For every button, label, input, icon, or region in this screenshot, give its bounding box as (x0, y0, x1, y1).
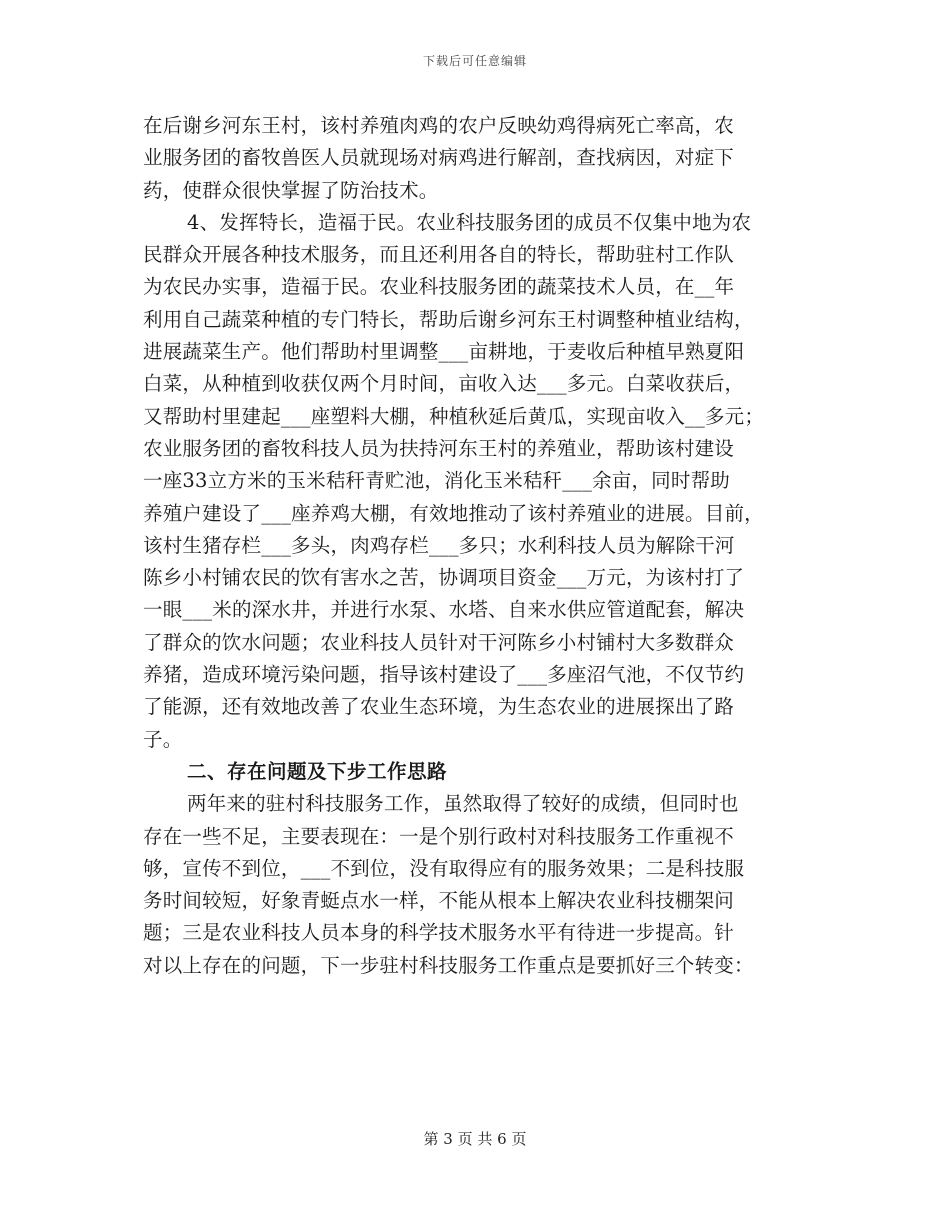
paragraph-line: 白菜，从种植到收获仅两个月时间，亩收入达___多元。白菜收获后， (143, 372, 745, 396)
paragraph-line: 在后谢乡河东王村，该村养殖肉鸡的农户反映幼鸡得病死亡率高，农 (143, 114, 735, 137)
paragraph-line: 两年来的驻村科技服务工作，虽然取得了较好的成绩，但同时也 (187, 792, 739, 816)
paragraph-line: 存在一些不足，主要表现在：一是个别行政村对科技服务工作重视不 (143, 824, 735, 848)
paragraph-line: 务时间较短，好象青蜓点水一样，不能从根本上解决农业科技棚架问 (143, 889, 735, 913)
paragraph-line: 业服务团的畜牧兽医人员就现场对病鸡进行解剖，查找病因，对症下 (143, 146, 735, 170)
paragraph-line: 一眼___米的深水井，并进行水泵、水塔、自来水供应管道配套，解决 (143, 598, 745, 622)
page-number-footer: 第 3 页 共 6 页 (423, 1130, 527, 1148)
paragraph-line: 对以上存在的问题，下一步驻村科技服务工作重点是要抓好三个转变： (143, 953, 754, 977)
paragraph-line: 养殖户建设了___座养鸡大棚，有效地推动了该村养殖业的进展。目前， (143, 501, 764, 525)
paragraph-line: 又帮助村里建起___座塑料大棚，种植秋延后黄瓜，实现亩收入__多元； (143, 404, 765, 428)
paragraph-line: 4、发挥特长，造福于民。农业科技服务团的成员不仅集中地为农 (187, 210, 752, 234)
page-header: 下载后可任意编辑 (422, 54, 527, 68)
document-body (143, 110, 808, 982)
paragraph-line: 农业服务团的畜牧科技人员为扶持河东王村的养殖业，帮助该村建设 (143, 436, 735, 460)
paragraph-line: 民群众开展各种技术服务，而且还利用各自的特长，帮助驻村工作队 (143, 243, 735, 267)
paragraph-line: 陈乡小村铺农民的饮有害水之苦，协调项目资金___万元，为该村打了 (143, 566, 745, 590)
paragraph-line: 为农民办实事，造福于民。农业科技服务团的蔬菜技术人员，在__年 (143, 275, 735, 299)
section-heading: 二、存在问题及下步工作思路 (187, 759, 448, 783)
paragraph-line: 子。 (143, 727, 183, 751)
paragraph-line: 题；三是农业科技人员本身的科学技术服务水平有待进一步提高。针 (143, 921, 735, 945)
paragraph-line: 够，宣传不到位，___不到位，没有取得应有的服务效果；二是科技服 (143, 856, 745, 880)
paragraph-line: 进展蔬菜生产。他们帮助村里调整___亩耕地，于麦收后种植早熟夏阳 (143, 340, 745, 364)
paragraph-line: 利用自己蔬菜种植的专门特长，帮助后谢乡河东王村调整种植业结构， (143, 307, 754, 331)
paragraph-line: 该村生猪存栏___多头，肉鸡存栏___多只；水利科技人员为解除干河 (143, 533, 735, 557)
paragraph-line: 了能源，还有效地改善了农业生态环境，为生态农业的进展探出了路 (143, 695, 735, 719)
paragraph-line: 药，使群众很快掌握了防治技术。 (143, 178, 439, 202)
paragraph-line: 一座33立方米的玉米秸秆青贮池，消化玉米秸秆___余亩，同时帮助 (143, 469, 730, 493)
paragraph-line: 养猪，造成环境污染问题，指导该村建设了___多座沼气池，不仅节约 (143, 663, 745, 687)
paragraph-line: 了群众的饮水问题；农业科技人员针对干河陈乡小村铺村大多数群众 (143, 630, 735, 654)
